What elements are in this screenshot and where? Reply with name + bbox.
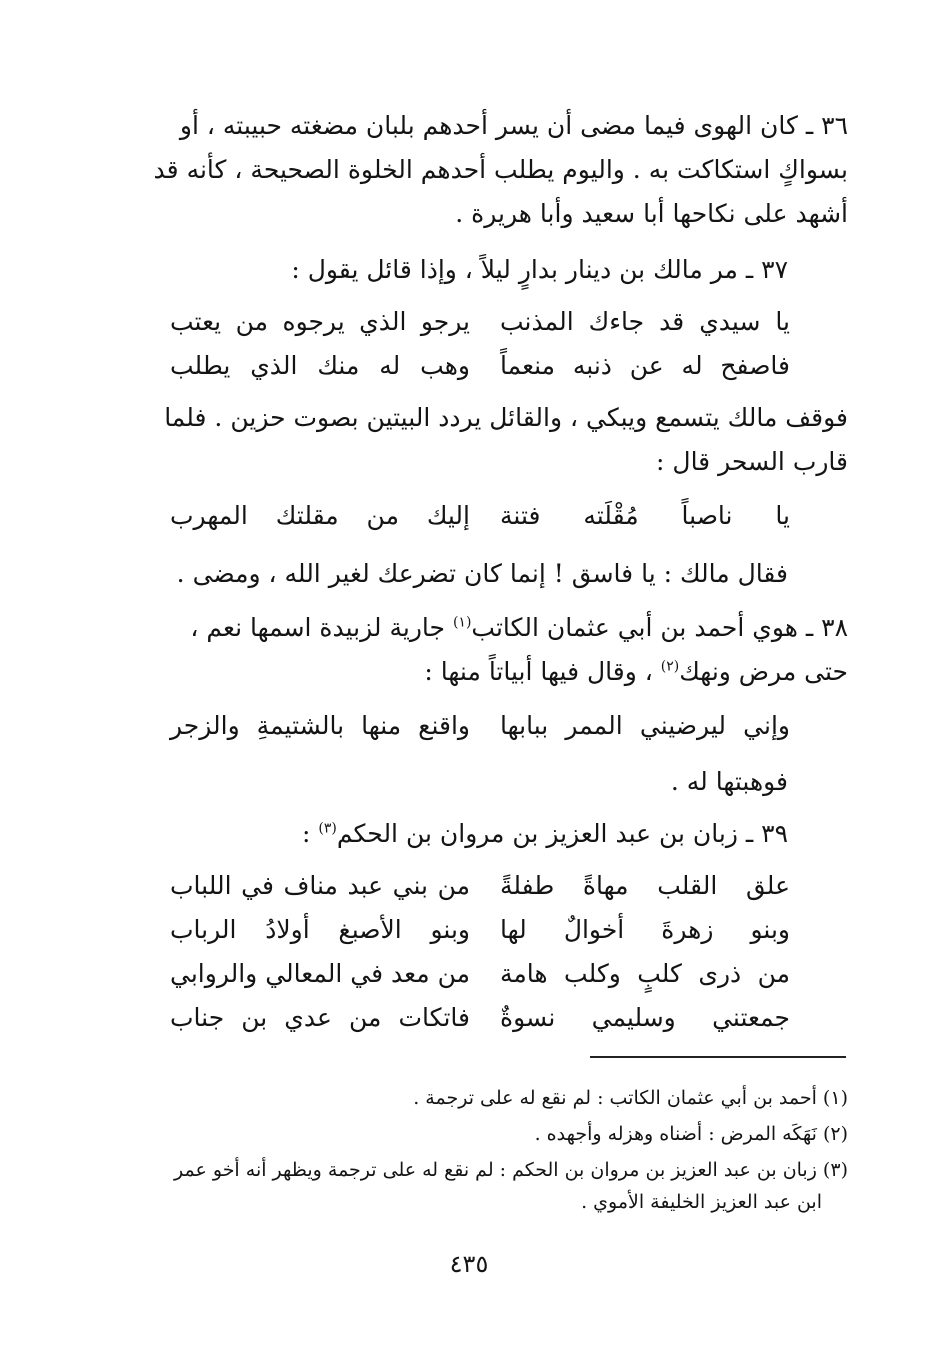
verse-7-first-hemistich: من ذرى كلبٍ وكلب هامة: [500, 959, 790, 988]
footnote-2: (٢) نَهَكَه المرض : أضناه وهزله وأجهده .: [534, 1123, 848, 1145]
verse-4-first-hemistich: وإني ليرضيني الممر ببابها: [500, 711, 790, 740]
paragraph-38-line-1-text-b: جارية لزبيدة اسمها نعم ،: [190, 613, 445, 642]
paragraph-36-line-2: بسواكٍ استكاكت به . واليوم يطلب أحدهم الخلوة الصحيحة ، كأنه قد: [153, 155, 848, 184]
paragraph-37-ending: فقال مالك : يا فاسق ! إنما كان تضرعك لغير الله ، ومضى .: [176, 559, 788, 588]
verse-4-second-hemistich: واقنع منها بالشتيمةِ والزجر: [170, 711, 470, 740]
paragraph-37-continuation: [140, 396, 848, 484]
paragraph-38-line-1: [140, 606, 848, 650]
paragraph-39-colon: :: [302, 819, 311, 848]
verse-8-first-hemistich: جمعتني وسليمي نسوةٌ: [500, 1003, 790, 1032]
page-number: ٤٣٥: [449, 1250, 489, 1278]
paragraph-38-line-2: [140, 650, 848, 694]
verse-6-second-hemistich: وبنو الأصبغ أولادُ الرباب: [170, 915, 470, 944]
paragraph-37-continuation-line-1: فوقف مالك يتسمع ويبكي ، والقائل يردد البيتين بصوت حزين . فلما: [164, 403, 848, 432]
footnote-3-line-1: (٣) زبان بن عبد العزيز بن مروان بن الحكم : لم نقع له على ترجمة ويظهر أنه أخو عمر: [174, 1159, 848, 1181]
footnote-ref-2[interactable]: (٢): [660, 658, 680, 675]
verse-3-second-hemistich: إليك من مقلتك المهرب: [170, 501, 470, 530]
paragraph-38: [140, 606, 848, 694]
verse-7-second-hemistich: من معد في المعالي والروابي: [170, 959, 470, 988]
verse-3-first-hemistich: يا ناصباً مُقْلَته فتنة: [500, 501, 790, 530]
verse-3: [160, 494, 850, 538]
verse-2-second-hemistich: وهب له منك الذي يطلب: [170, 351, 470, 380]
verse-8: [160, 996, 850, 1040]
footnote-3-line-2: ابن عبد العزيز الخليفة الأموي .: [581, 1191, 822, 1213]
footnote-ref-3[interactable]: (٣): [318, 820, 337, 837]
verse-7: [160, 952, 850, 996]
verse-4: [160, 704, 850, 748]
verse-6-first-hemistich: وبنو زهرةَ أخوالٌ لها: [500, 915, 790, 944]
verse-5: [160, 864, 850, 908]
paragraph-38-line-1-text-a: ٣٨ ـ هوي أحمد بن أبي عثمان الكاتب: [471, 613, 848, 642]
paragraph-38-line-2-text-a: حتى مرض ونهك: [679, 657, 848, 686]
verse-1-second-hemistich: يرجو الذي يرجوه من يعتب: [170, 307, 470, 336]
paragraph-36-line-1: ٣٦ ـ كان الهوى فيما مضى أن يسر أحدهم بلبان مضغته حبيبته ، أو: [179, 111, 848, 140]
verse-1-first-hemistich: يا سيدي قد جاءك المذنب: [500, 307, 790, 336]
verse-2: [160, 344, 850, 388]
paragraph-36: [140, 104, 848, 236]
verse-6: [160, 908, 850, 952]
paragraph-38-ending: فوهبتها له .: [670, 767, 788, 796]
footnote-separator: [590, 1056, 846, 1058]
verse-1: [160, 300, 850, 344]
paragraph-37: ٣٧ ـ مر مالك بن دينار بدارٍ ليلاً ، وإذا قائل يقول :: [291, 255, 788, 284]
verse-5-second-hemistich: من بني عبد مناف في اللباب: [170, 871, 470, 900]
verse-2-first-hemistich: فاصفح له عن ذنبه منعماً: [500, 351, 790, 380]
footnote-ref-1[interactable]: (١): [452, 614, 472, 631]
paragraph-36-line-3: أشهد على نكاحها أبا سعيد وأبا هريرة .: [455, 199, 848, 228]
verse-8-second-hemistich: فاتكات من عدي بن جناب: [170, 1003, 470, 1032]
verse-5-first-hemistich: علق القلب مهاةً طفلةً: [500, 871, 790, 900]
footnote-1: (١) أحمد بن أبي عثمان الكاتب : لم نقع له على ترجمة .: [413, 1087, 848, 1109]
paragraph-39-text: ٣٩ ـ زبان بن عبد العزيز بن مروان بن الحكم: [336, 819, 788, 848]
paragraph-38-line-2-text-b: ، وقال فيها أبياتاً منها :: [424, 657, 653, 686]
paragraph-37-continuation-line-2: قارب السحر قال :: [656, 447, 848, 476]
paragraph-39: [302, 812, 788, 856]
